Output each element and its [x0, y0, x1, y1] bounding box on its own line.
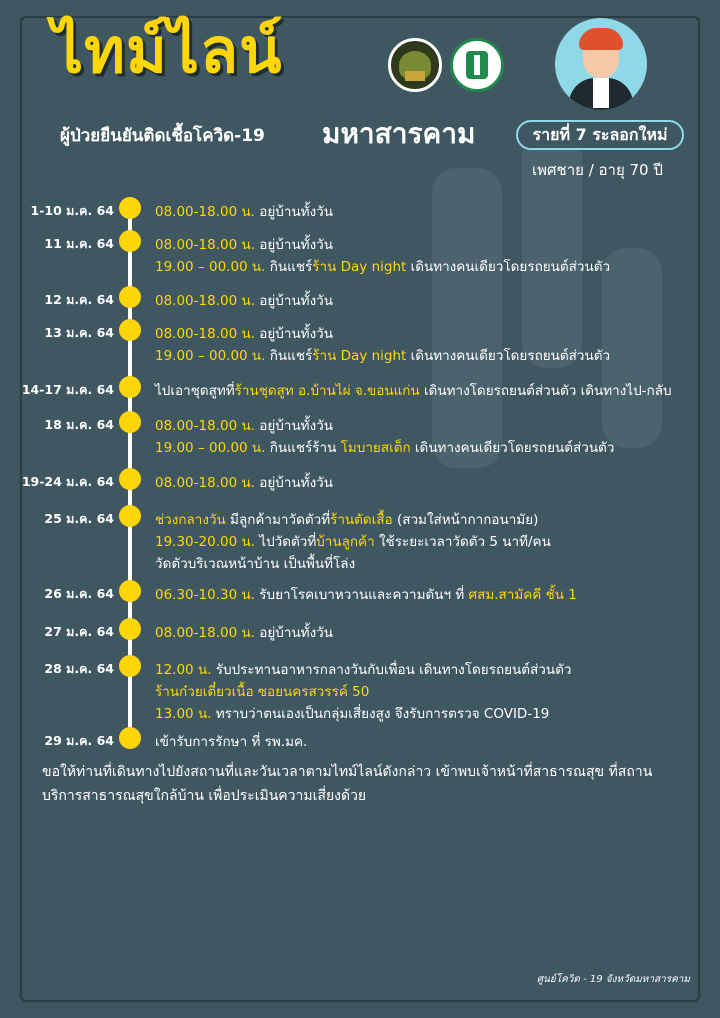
provincial-seal-icon [388, 38, 442, 92]
plain-text: รับประทานอาหารกลางวันกับเพื่อน เดินทางโดยรถยนต์ส่วนตัว [211, 662, 572, 678]
timeline-dot [119, 376, 141, 398]
elderly-man-avatar-icon [555, 18, 647, 110]
plain-text: ใช้ระยะเวลาวัดตัว 5 นาที/คน [374, 534, 551, 550]
timeline-date: 14-17 ม.ค. 64 [21, 382, 114, 397]
timeline-text-line [155, 702, 549, 724]
timeline-dot [119, 727, 141, 749]
plain-text: เดินทางคนเดียวโดยรถยนต์ส่วนตัว [406, 348, 611, 364]
footer-note: ขอให้ท่านที่เดินทางไปยังสถานที่และวันเวลาตามไทม์ไลน์ดังกล่าว เข้าพบเจ้าหน้าที่สาธารณสุข ที่สถานบริการสาธารณสุขใกล้บ้าน เพื่อประเมินความเสี่ยงด้วย [42, 764, 653, 804]
highlighted-text: ช่วงกลางวัน [155, 512, 226, 528]
case-info: เพศชาย / อายุ 70 ปี [532, 161, 663, 179]
plain-text: (สวมใส่หน้ากากอนามัย) [392, 512, 539, 528]
timeline-date: 29 ม.ค. 64 [44, 733, 114, 748]
timeline-text-line [155, 680, 369, 702]
timeline-date: 18 ม.ค. 64 [44, 417, 114, 432]
plain-text: อยู่บ้านทั้งวัน [254, 326, 333, 342]
timeline-text-line [155, 621, 333, 643]
ministry-public-health-icon [450, 38, 504, 92]
highlighted-text: 19.00 – 00.00 น. [155, 348, 266, 364]
timeline-dot [119, 319, 141, 341]
plain-text: อยู่บ้านทั้งวัน [254, 237, 333, 253]
timeline-date: 28 ม.ค. 64 [44, 661, 114, 676]
highlighted-text: 08.00-18.00 น. [155, 326, 255, 342]
timeline-text-line [155, 322, 333, 344]
timeline-dot [119, 468, 141, 490]
highlighted-text: 06.30-10.30 น. [155, 587, 255, 603]
timeline-text-line [155, 379, 672, 401]
page-subtitle: ผู้ป่วยยืนยันติดเชื้อโควิด-19 [60, 126, 265, 146]
timeline-date: 27 ม.ค. 64 [44, 624, 114, 639]
plain-text: อยู่บ้านทั้งวัน [254, 293, 333, 309]
plain-text: กินแชร์ร้าน [265, 440, 341, 456]
plain-text: วัดตัวบริเวณหน้าบ้าน เป็นพื้นที่โล่ง [155, 556, 356, 572]
source-credit: ศูนย์โควิด - 19 จังหวัดมหาสารคาม [536, 974, 690, 985]
highlighted-text: ร้าน Day night [312, 259, 407, 275]
timeline-text-line [155, 200, 333, 222]
timeline-text-line [155, 414, 333, 436]
timeline-dot [119, 655, 141, 677]
timeline-dot [119, 580, 141, 602]
highlighted-text: 08.00-18.00 น. [155, 475, 255, 491]
timeline-dot [119, 505, 141, 527]
plain-text: เข้ารับการรักษา ที่ รพ.มค. [155, 734, 308, 750]
highlighted-text: บ้านลูกค้า [316, 534, 375, 550]
timeline-dot [119, 230, 141, 252]
timeline-text-line [155, 530, 551, 552]
highlighted-text: 19.00 – 00.00 น. [155, 259, 266, 275]
plain-text: เดินทางคนเดียวโดยรถยนต์ส่วนตัว [410, 440, 615, 456]
plain-text: ทราบว่าตนเองเป็นกลุ่มเสี่ยงสูง จึงรับการตรวจ COVID-19 [211, 706, 550, 722]
plain-text: ไปวัดตัวที่ [254, 534, 317, 550]
highlighted-text: โมบายสเต็ก [340, 440, 411, 456]
highlighted-text: 08.00-18.00 น. [155, 293, 255, 309]
timeline-text-line [155, 436, 614, 458]
case-badge: รายที่ 7 ระลอกใหม่ [516, 120, 684, 150]
page-title: ไทม์ไลน์ [52, 14, 283, 87]
highlighted-text: ร้านก๋วยเตี๋ยวเนื้อ ซอยนครสวรรค์ 50 [155, 684, 370, 700]
plain-text: อยู่บ้านทั้งวัน [254, 625, 333, 641]
highlighted-text: ร้านชุดสูท อ.บ้านไผ่ จ.ขอนแก่น [234, 383, 420, 399]
plain-text: เดินทางคนเดียวโดยรถยนต์ส่วนตัว [406, 259, 611, 275]
plain-text: ไปเอาชุดสูทที่ [155, 383, 235, 399]
timeline-dot [119, 197, 141, 219]
timeline-text-line [155, 583, 577, 605]
timeline-text-line [155, 344, 610, 366]
highlighted-text: 08.00-18.00 น. [155, 204, 255, 220]
timeline-date: 19-24 ม.ค. 64 [21, 474, 114, 489]
highlighted-text: 08.00-18.00 น. [155, 625, 255, 641]
highlighted-text: 12.00 น. [155, 662, 212, 678]
timeline-dot [119, 411, 141, 433]
plain-text: มีลูกค้ามาวัดตัวที่ [225, 512, 331, 528]
timeline-date: 12 ม.ค. 64 [44, 292, 114, 307]
plain-text: อยู่บ้านทั้งวัน [254, 204, 333, 220]
highlighted-text: 13.00 น. [155, 706, 212, 722]
timeline-text-line [155, 552, 355, 574]
plain-text: อยู่บ้านทั้งวัน [254, 418, 333, 434]
timeline-text-line [155, 508, 538, 530]
background-shape [602, 248, 662, 448]
highlighted-text: ร้าน Day night [312, 348, 407, 364]
timeline-text-line [155, 730, 307, 752]
timeline-date: 11 ม.ค. 64 [44, 236, 114, 251]
highlighted-text: 19.00 – 00.00 น. [155, 440, 266, 456]
timeline-dot [119, 618, 141, 640]
plain-text: อยู่บ้านทั้งวัน [254, 475, 333, 491]
plain-text: เดินทางโดยรถยนต์ส่วนตัว เดินทางไป-กลับ [419, 383, 672, 399]
timeline-text-line [155, 471, 333, 493]
timeline-text-line [155, 658, 571, 680]
highlighted-text: ร้านตัดเสื้อ [330, 512, 393, 528]
highlighted-text: 08.00-18.00 น. [155, 237, 255, 253]
timeline-text-line [155, 233, 333, 255]
plain-text: กินแชร์ [265, 259, 313, 275]
timeline-date: 1-10 ม.ค. 64 [30, 203, 114, 218]
timeline-date: 26 ม.ค. 64 [44, 586, 114, 601]
timeline-dot [119, 286, 141, 308]
city-name: มหาสารคาม [322, 117, 476, 150]
timeline-date: 13 ม.ค. 64 [44, 325, 114, 340]
timeline-text-line [155, 289, 333, 311]
timeline-text-line [155, 255, 610, 277]
background-shape [432, 168, 502, 468]
highlighted-text: ศสม.สามัคคี ชั้น 1 [468, 587, 577, 603]
plain-text: รับยาโรคเบาหวานและความดันฯ ที่ [254, 587, 469, 603]
timeline-date: 25 ม.ค. 64 [44, 511, 114, 526]
highlighted-text: 19.30-20.00 น. [155, 534, 255, 550]
plain-text: กินแชร์ [265, 348, 313, 364]
highlighted-text: 08.00-18.00 น. [155, 418, 255, 434]
